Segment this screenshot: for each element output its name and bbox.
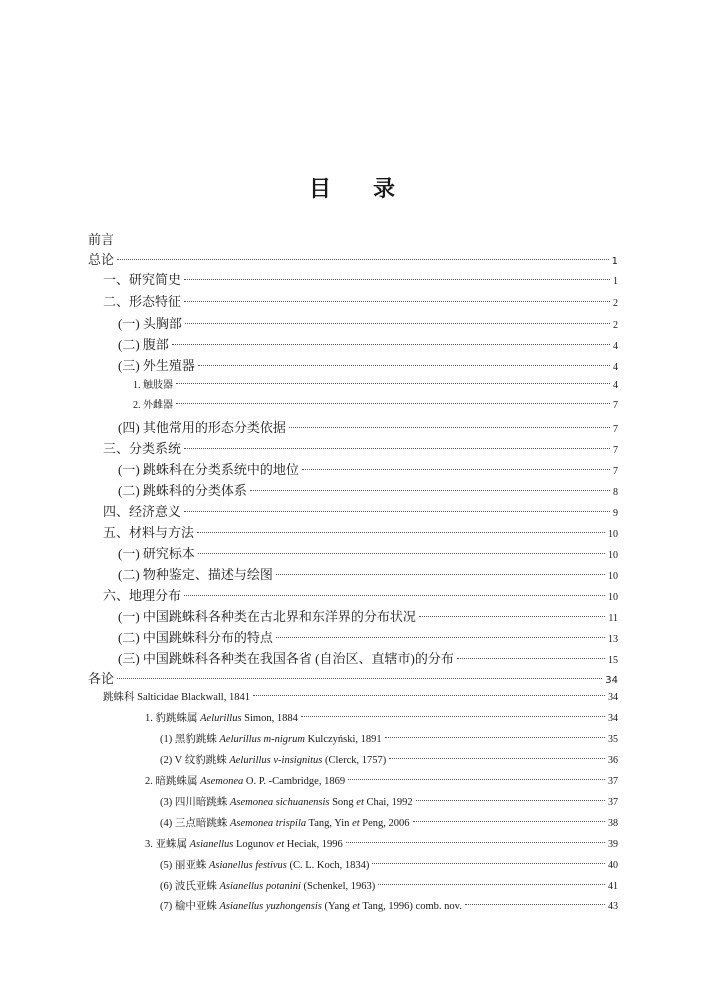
toc-entry-sp7[interactable] [160, 898, 618, 913]
toc-entry-g4[interactable] [103, 501, 618, 520]
toc-entry-page: 34 [608, 692, 618, 703]
toc-entry-page: 35 [608, 734, 618, 745]
toc-entry-label: (一) 研究标本 [118, 546, 195, 561]
toc-entry-page: 7 [613, 445, 618, 456]
toc-entry-g1[interactable] [103, 269, 618, 288]
toc-entry-label: (7) 榆中亚蛛 Asianellus yuzhongensis (Yang et Tang, 1996) comb. nov. [160, 901, 462, 912]
toc-entry-label: (二) 物种鉴定、描述与绘图 [118, 567, 273, 582]
dot-leader [301, 716, 605, 717]
dot-leader [372, 863, 605, 864]
toc-entry-g5[interactable] [103, 522, 618, 541]
toc-entry-page: 1 [611, 256, 618, 267]
toc-entry-label: 跳蛛科 Salticidae Blackwall, 1841 [103, 692, 250, 703]
dot-leader [184, 301, 610, 302]
toc-entry-g3-2[interactable] [118, 480, 618, 499]
toc-entry-page: 43 [608, 901, 618, 912]
toc-entry-label: (3) 四川暗跳蛛 Asemonea sichuanensis Song et Chai, 1992 [160, 797, 413, 808]
toc-entry-gen3[interactable] [145, 836, 618, 851]
toc-entry-label: (四) 其他常用的形态分类依据 [118, 420, 286, 435]
toc-entry-label: 各论 [88, 672, 115, 687]
toc-entry-label: 三、分类系统 [103, 441, 182, 456]
toc-entry-label: (二) 腹部 [118, 337, 169, 352]
toc-entry-page: 34 [605, 675, 618, 686]
toc-entry-page: 4 [613, 380, 618, 391]
toc-entry-page: 2 [613, 320, 618, 331]
toc-entry-g2-1[interactable] [118, 313, 618, 332]
toc-entry-page: 10 [608, 571, 618, 582]
toc-entry-label: 1. 豹跳蛛属 Aelurillus Simon, 1884 [145, 713, 298, 724]
dot-leader [185, 323, 610, 324]
toc-entry-page: 7 [613, 400, 618, 411]
dot-leader [197, 532, 605, 533]
toc-entry-page: 39 [608, 839, 618, 850]
toc-entry-label: 前言 [88, 233, 115, 248]
toc-entry-page: 40 [608, 860, 618, 871]
title-char-1: 目 [308, 177, 333, 202]
toc-entry-page: 15 [608, 655, 618, 666]
toc-entry-page: 4 [613, 341, 618, 352]
toc-entry-page: 41 [608, 881, 618, 892]
toc-entry-page: 10 [608, 592, 618, 603]
dot-leader [184, 279, 610, 280]
toc-entry-fam[interactable] [103, 689, 618, 704]
toc-entry-page: 10 [608, 550, 618, 561]
dot-leader [378, 884, 605, 885]
toc-entry-g6[interactable] [103, 585, 618, 604]
toc-entry-label: 二、形态特征 [103, 294, 182, 309]
toc-entry-label: 四、经济意义 [103, 504, 182, 519]
toc-entry-page: 10 [608, 529, 618, 540]
dot-leader [413, 821, 605, 822]
toc-entry-gen1[interactable] [145, 710, 618, 725]
toc-entry-label: (2) V 纹豹跳蛛 Aelurillus v-insignitus (Clerck, 1757) [160, 755, 387, 766]
toc-entry-page: 8 [613, 487, 618, 498]
dot-leader [419, 616, 605, 617]
dot-leader [198, 365, 610, 366]
toc-entry-label: (三) 外生殖器 [118, 358, 195, 373]
toc-entry-sp2[interactable] [160, 752, 618, 767]
toc-entry-g6-1[interactable] [118, 606, 618, 625]
toc-entry-g2[interactable] [103, 291, 618, 310]
toc-entry-label: 1. 触肢器 [133, 380, 173, 391]
dot-leader [184, 448, 610, 449]
toc-entry-g5-1[interactable] [118, 543, 618, 562]
toc-entry-sp1[interactable] [160, 731, 618, 746]
toc-entry-page: 4 [613, 362, 618, 373]
toc-entry-g2-3[interactable] [118, 355, 618, 374]
toc-entry-preface[interactable] [88, 229, 618, 248]
toc-entry-label: 2. 暗跳蛛属 Asemonea O. P. -Cambridge, 1869 [145, 776, 346, 787]
toc-entry-page: 9 [613, 508, 618, 519]
dot-leader [198, 553, 605, 554]
dot-leader [457, 658, 605, 659]
toc-entry-label: 3. 亚蛛属 Asianellus Logunov et Heciak, 1996 [145, 839, 343, 850]
dot-leader [117, 678, 602, 679]
dot-leader [250, 490, 610, 491]
toc-entry-page: 7 [613, 466, 618, 477]
toc-entry-label: 2. 外雌器 [133, 400, 173, 411]
toc-entry-label: (一) 跳蛛科在分类系统中的地位 [118, 462, 299, 477]
toc-entry-label: (一) 中国跳蛛科各种类在古北界和东洋界的分布状况 [118, 609, 416, 624]
dot-leader [184, 511, 610, 512]
dot-leader [172, 344, 610, 345]
page-title [0, 172, 706, 203]
dot-leader [416, 800, 605, 801]
toc-entry-sp3[interactable] [160, 794, 618, 809]
toc-entry-label: (1) 黑豹跳蛛 Aelurillus m-nigrum Kulczyński, 1891 [160, 734, 382, 745]
toc-entry-label: (二) 中国跳蛛科分布的特点 [118, 630, 273, 645]
toc-entry-label: 一、研究简史 [103, 272, 182, 287]
dot-leader [176, 383, 610, 384]
dot-leader [176, 403, 610, 404]
toc-entry-page: 34 [608, 713, 618, 724]
dot-leader [253, 695, 605, 696]
toc-entry-sp4[interactable] [160, 815, 618, 830]
toc-entry-page: 2 [613, 298, 618, 309]
dot-leader [385, 737, 605, 738]
toc-entry-sp5[interactable] [160, 857, 618, 872]
toc-entry-g2-3-2[interactable] [133, 396, 618, 411]
toc-entry-label: 总论 [88, 253, 115, 268]
toc-entry-label: (6) 波氏亚蛛 Asianellus potanini (Schenkel, 1963) [160, 881, 376, 892]
toc-entry-page: 36 [608, 755, 618, 766]
toc-entry-g6-3[interactable] [118, 648, 618, 667]
dot-leader [348, 779, 605, 780]
toc-entry-g2-4[interactable] [118, 417, 618, 436]
toc-entry-label: (5) 丽亚蛛 Asianellus festivus (C. L. Koch, 1834) [160, 860, 370, 871]
toc-entry-page: 1 [613, 276, 618, 287]
toc-entry-page: 37 [608, 776, 618, 787]
dot-leader [302, 469, 610, 470]
dot-leader [276, 637, 605, 638]
toc-entry-systematic[interactable] [88, 668, 618, 687]
toc-entry-label: 六、地理分布 [103, 588, 182, 603]
toc-entry-g2-3-1[interactable] [133, 376, 618, 391]
toc-entry-page: 37 [608, 797, 618, 808]
toc-entry-g3-1[interactable] [118, 459, 618, 478]
toc-entry-label: (二) 跳蛛科的分类体系 [118, 483, 247, 498]
toc-entry-g2-2[interactable] [118, 334, 618, 353]
dot-leader [276, 574, 605, 575]
title-char-2: 录 [373, 177, 398, 202]
toc-entry-label: (三) 中国跳蛛科各种类在我国各省 (自治区、直辖市)的分布 [118, 651, 454, 666]
toc-entry-sp6[interactable] [160, 878, 618, 893]
toc-entry-page: 13 [608, 634, 618, 645]
dot-leader [389, 758, 605, 759]
toc-entry-g6-2[interactable] [118, 627, 618, 646]
toc-entry-page: 11 [608, 613, 618, 624]
dot-leader [289, 427, 610, 428]
toc-entry-label: 五、材料与方法 [103, 525, 195, 540]
dot-leader [184, 595, 605, 596]
toc-entry-label: (4) 三点暗跳蛛 Asemonea trispila Tang, Yin et Peng, 2006 [160, 818, 410, 829]
toc-entry-g5-2[interactable] [118, 564, 618, 583]
toc-entry-g3[interactable] [103, 438, 618, 457]
toc-entry-general[interactable] [88, 249, 618, 268]
toc-entry-label: (一) 头胸部 [118, 316, 182, 331]
dot-leader [465, 904, 605, 905]
dot-leader [346, 842, 605, 843]
toc-entry-gen2[interactable] [145, 773, 618, 788]
toc-entry-page: 38 [608, 818, 618, 829]
toc-entry-page: 7 [613, 424, 618, 435]
dot-leader [117, 259, 609, 260]
